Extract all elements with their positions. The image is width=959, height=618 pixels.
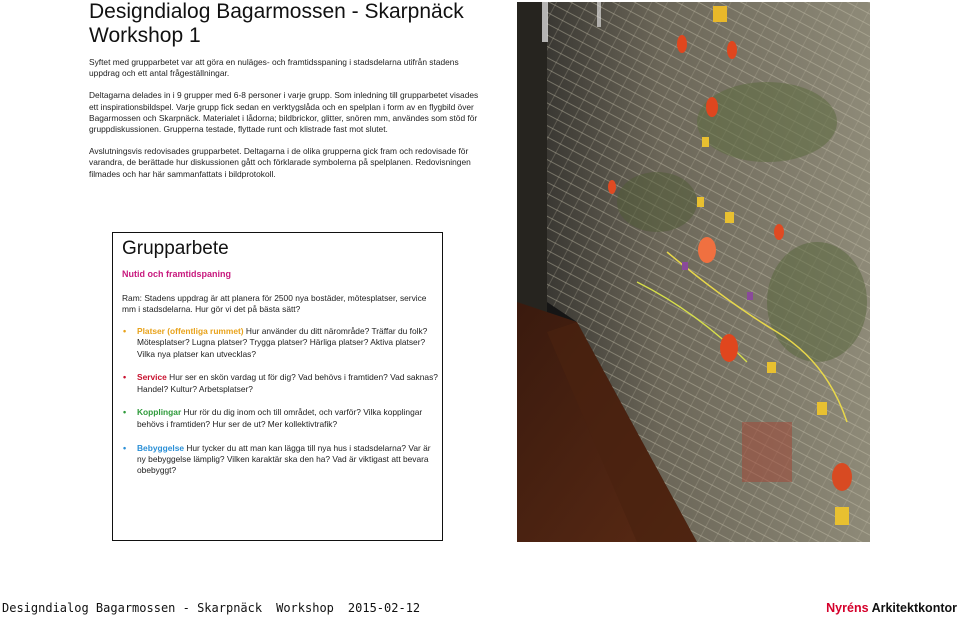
text-kopplingar: Hur rör du dig inom och till området, och varför? Vilka kopplingar behövs i framtiden? Hur ser de ut? Mer kollektivtrafik?: [137, 407, 423, 429]
intro-text: [89, 57, 484, 191]
footer-brand-logo: [826, 600, 957, 616]
brand-name-red: Nyréns: [826, 601, 869, 615]
text-service: Hur ser en skön vardag ut för dig? Vad behövs i framtiden? Vad saknas? Handel? Kultur? Arbetsplatser?: [137, 372, 438, 394]
title-line-1: Designdialog Bagarmossen - Skarpnäck: [89, 0, 464, 23]
bullet-icon: •: [123, 442, 127, 453]
bullet-icon: •: [123, 407, 127, 418]
intro-paragraph-2: Deltagarna delades in i 9 grupper med 6-8 personer i varje grupp. Som inledning till grupparbetet visades ett inspirationsbildspel. Varje grupp fick sedan en verktygslåda och en spelplan i form av en flygbild över Bagarmossen och Skarpnäck. Materialet i lådorna; bildbrickor, glitter, snören mm, användes som stöd för gruppdiskussionen. Grupperna testade, flyttade runt och klistrade fast mot slutet.: [89, 90, 479, 135]
intro-paragraph-3: Avslutningsvis redovisades grupparbetet. Deltagarna i de olika grupperna gick fram och redovisade för varandra, de berättade hur diskussionen gått och förklarade symbolerna på spelplanen. Redovisningen filmades och har här sammanfattats i bildprotokoll.: [89, 146, 471, 179]
group-work-box: [112, 232, 443, 541]
footer-date: 2015-02-12: [347, 601, 421, 615]
box-title: Grupparbete: [122, 238, 229, 259]
term-kopplingar: Kopplingar: [137, 407, 182, 418]
question-list: [122, 326, 440, 489]
title-line-2: Workshop 1: [89, 24, 201, 47]
box-ram-text: Ram: Stadens uppdrag är att planera för 2500 nya bostäder, mötesplatser, service mm i stadsdelarna. Hur gör vi det på bästa sätt?: [122, 293, 427, 315]
brand-name-black: Arkitektkontor: [871, 601, 957, 615]
term-service: Service: [137, 372, 167, 383]
text-bebyggelse: Hur tycker du att man kan lägga till nya hus i stadsdelarna? Var är ny bebyggelse lämplig? Vilken karaktär ska den ha? Vad är viktigast att bevara obebyggt?: [137, 442, 431, 476]
page-title: [89, 0, 509, 48]
term-platser: Platser (offentliga rummet): [137, 326, 244, 336]
map-photo-icon: [517, 2, 870, 542]
footer-project: Designdialog Bagarmossen - Skarpnäck: [2, 601, 263, 615]
list-item-platser: [122, 326, 440, 360]
workshop-map-photo: [517, 2, 870, 542]
list-item-kopplingar: [122, 407, 440, 430]
intro-paragraph-1: Syftet med grupparbetet var att göra en nuläges- och framtidsspaning i stadsdelarna utifrån stadens uppdrag och ett antal frågeställningar.: [89, 57, 459, 79]
footer-event: Workshop: [276, 601, 334, 615]
bullet-icon: •: [123, 372, 127, 383]
text-platser: Hur använder du ditt närområde? Träffar du folk? Mötesplatser? Lugna platser? Trygga platser? Härliga platser? Aktiva platser? Vilka nya platser kan utvecklas?: [137, 326, 428, 359]
footer-project-info: [2, 600, 434, 616]
list-item-bebyggelse: [122, 443, 440, 477]
term-bebyggelse: Bebyggelse: [137, 442, 185, 453]
list-item-service: [122, 372, 440, 395]
bullet-icon: •: [123, 326, 127, 336]
box-subtitle: Nutid och framtidspaning: [122, 269, 231, 279]
